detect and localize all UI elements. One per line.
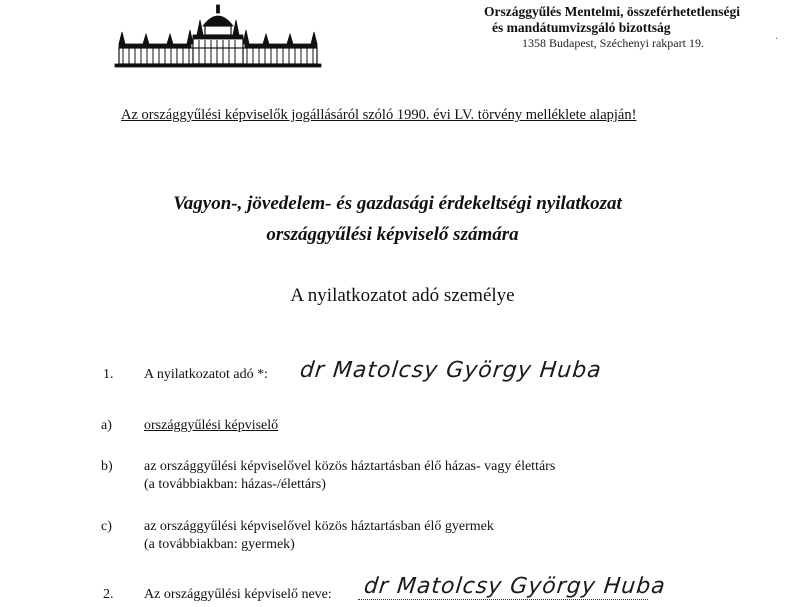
item-number: 1. xyxy=(103,367,114,382)
option-b-line1: az országgyűlési képviselővel közös háztartásban élő házas- vagy élettárs xyxy=(144,459,556,474)
document-title-line1: Vagyon-, jövedelem- és gazdasági érdekeltségi nyilatkozat xyxy=(173,193,622,214)
declarant-label: A nyilatkozatot adó *: xyxy=(144,367,269,382)
document-title-line2: országgyűlési képviselő számára xyxy=(266,224,519,245)
item-number: 2. xyxy=(103,587,114,602)
committee-name-line2: és mandátumvizsgáló bizottság xyxy=(492,20,671,35)
parliament-building-icon xyxy=(113,4,323,70)
option-b-line2: (a továbbiakban: házas-/élettárs) xyxy=(144,477,326,492)
option-letter: c) xyxy=(101,519,112,534)
option-a-text: országgyűlési képviselő xyxy=(144,418,279,433)
option-letter: a) xyxy=(101,418,112,433)
committee-address: 1358 Budapest, Széchenyi rakpart 19. xyxy=(522,36,704,50)
representative-name-label: Az országgyűlési képviselő neve: xyxy=(144,587,332,602)
representative-handwritten-name: dr Matolcsy György Huba xyxy=(362,574,668,599)
option-c-line2: (a továbbiakban: gyermek) xyxy=(144,537,295,552)
section-title: A nyilatkozatot adó személye xyxy=(290,285,515,306)
scan-corner-mark: · xyxy=(775,34,779,45)
committee-address-block xyxy=(470,4,770,51)
declarant-handwritten-name: dr Matolcsy György Huba xyxy=(298,358,604,383)
committee-name-line1: Országgyűlés Mentelmi, összeférhetetlenségi xyxy=(484,4,741,19)
legal-basis-line: Az országgyűlési képviselők jogállásáról szóló 1990. évi LV. törvény melléklete alapján! xyxy=(121,107,637,123)
option-c-line1: az országgyűlési képviselővel közös háztartásban élő gyermek xyxy=(144,519,494,534)
option-letter: b) xyxy=(101,459,113,474)
